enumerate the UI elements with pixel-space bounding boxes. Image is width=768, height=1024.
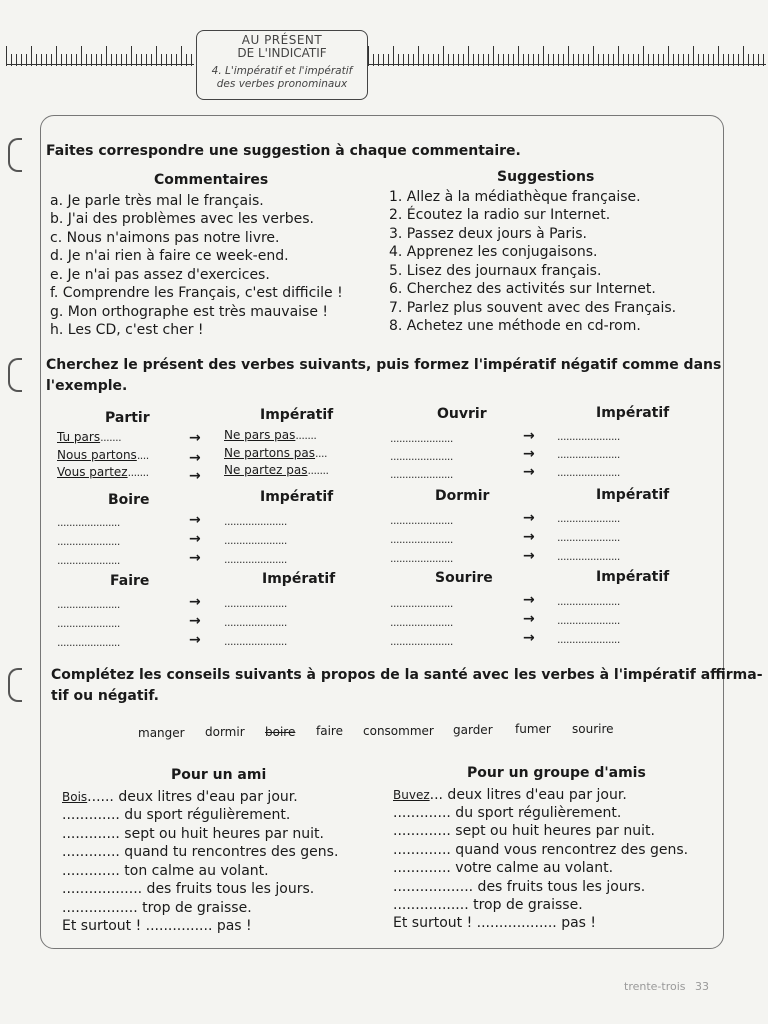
verb-dormir: Dormir — [435, 488, 490, 504]
arrow: → — [523, 611, 535, 627]
example-imperatif — [224, 428, 316, 442]
commentaire-item: h. Les CD, c'est cher ! — [50, 322, 204, 338]
example-imperatif — [224, 463, 329, 477]
answer-dots[interactable]: ..................... — [224, 597, 287, 610]
ami-sentence: ............. sept ou huit heures par nuit. — [62, 826, 324, 842]
word-bank-item: dormir — [205, 725, 245, 739]
arrow: → — [523, 630, 535, 646]
example-imperatif-text: Ne partez pas — [224, 463, 308, 477]
chapter-tab — [196, 30, 368, 100]
answer-dots[interactable]: ..................... — [390, 635, 453, 648]
ruler-right — [368, 40, 766, 66]
example-imperatif-text: Ne pars pas — [224, 428, 296, 442]
example-present — [57, 430, 121, 444]
section-marker-3 — [8, 668, 22, 702]
suggestion-item: 1. Allez à la médiathèque française. — [389, 189, 641, 205]
arrow: → — [189, 531, 201, 547]
commentaire-item: d. Je n'ai rien à faire ce week-end. — [50, 248, 289, 264]
arrow: → — [189, 613, 201, 629]
dots: ....... — [100, 431, 122, 444]
answer-dots[interactable]: ..................... — [557, 466, 620, 479]
answer-dots[interactable]: ..................... — [224, 534, 287, 547]
ami-answer: Bois — [62, 790, 88, 804]
word-bank-item-crossed: boire — [265, 725, 296, 739]
word-bank-item: faire — [316, 724, 343, 738]
commentaire-item: b. J'ai des problèmes avec les verbes. — [50, 211, 314, 227]
verb-boire: Boire — [108, 492, 150, 508]
ami-sentence: ............. du sport régulièrement. — [62, 807, 291, 823]
page-words: trente-trois — [624, 980, 686, 993]
dots: .... — [315, 447, 328, 460]
groupe-sentence-text: ... deux litres d'eau par jour. — [429, 787, 627, 803]
groupe-sentence: ............. du sport régulièrement. — [393, 805, 622, 821]
commentaire-item: f. Comprendre les Français, c'est difficile ! — [50, 285, 343, 301]
arrow: → — [523, 548, 535, 564]
groupe-sentence — [393, 787, 627, 803]
answer-dots[interactable]: ..................... — [390, 552, 453, 565]
answer-dots[interactable]: ..................... — [57, 535, 120, 548]
arrow: → — [189, 450, 201, 466]
groupe-answer: Buvez — [393, 788, 430, 802]
answer-dots[interactable]: ..................... — [390, 432, 453, 445]
example-present — [57, 448, 149, 462]
pour-un-ami-title: Pour un ami — [171, 767, 267, 783]
imperatif-label: Impératif — [596, 569, 670, 585]
arrow: → — [189, 594, 201, 610]
answer-dots[interactable]: ..................... — [57, 636, 120, 649]
suggestion-item: 5. Lisez des journaux français. — [389, 263, 602, 279]
exercise3-instruction-line1: Complétez les conseils suivants à propos de la santé avec les verbes à l'impératif affirma- — [51, 667, 763, 683]
ami-sentence: Et surtout ! ............... pas ! — [62, 918, 252, 934]
example-present-text: Vous partez — [57, 465, 128, 479]
commentaire-item: c. Nous n'aimons pas notre livre. — [50, 230, 280, 246]
chapter-tab-line1: AU PRÉSENT — [241, 33, 323, 47]
answer-dots[interactable]: ..................... — [57, 554, 120, 567]
suggestion-item: 2. Écoutez la radio sur Internet. — [389, 207, 611, 223]
verb-sourire: Sourire — [435, 570, 493, 586]
section-marker-1 — [8, 138, 22, 172]
suggestions-title: Suggestions — [497, 169, 595, 185]
suggestion-item: 8. Achetez une méthode en cd-rom. — [389, 318, 641, 334]
word-bank-item: sourire — [572, 722, 614, 736]
answer-dots[interactable]: ..................... — [557, 550, 620, 563]
answer-dots[interactable]: ..................... — [557, 512, 620, 525]
answer-dots[interactable]: ..................... — [390, 514, 453, 527]
word-bank-item: garder — [453, 723, 493, 737]
groupe-sentence: ................. trop de graisse. — [393, 897, 583, 913]
arrow: → — [523, 529, 535, 545]
chapter-tab-line2: DE L'INDICATIF — [237, 46, 327, 60]
groupe-sentence: ............. sept ou huit heures par nuit. — [393, 823, 655, 839]
ami-sentence: ............. ton calme au volant. — [62, 863, 269, 879]
imperatif-label: Impératif — [596, 487, 670, 503]
arrow: → — [523, 428, 535, 444]
groupe-sentence: ............. quand vous rencontrez des gens. — [393, 842, 689, 858]
answer-dots[interactable]: ..................... — [390, 616, 453, 629]
ami-sentence: ............. quand tu rencontres des gens. — [62, 844, 339, 860]
ruler-left — [6, 40, 194, 66]
answer-dots[interactable]: ..................... — [557, 448, 620, 461]
imperatif-label: Impératif — [596, 405, 670, 421]
page-number: 33 — [695, 980, 709, 993]
groupe-sentence: Et surtout ! .................. pas ! — [393, 915, 597, 931]
answer-dots[interactable]: ..................... — [557, 633, 620, 646]
example-imperatif — [224, 446, 327, 460]
arrow: → — [523, 510, 535, 526]
suggestion-item: 3. Passez deux jours à Paris. — [389, 226, 587, 242]
verb-partir: Partir — [105, 410, 150, 426]
arrow: → — [189, 550, 201, 566]
answer-dots[interactable]: ..................... — [390, 468, 453, 481]
commentaire-item: a. Je parle très mal le français. — [50, 193, 264, 209]
exercise1-instruction: Faites correspondre une suggestion à chaque commentaire. — [46, 143, 521, 159]
exercise2-instruction-line1: Cherchez le présent des verbes suivants, puis formez l'impératif négatif comme dans — [46, 357, 722, 373]
word-bank-item: manger — [138, 726, 185, 740]
ami-sentence: .................. des fruits tous les jours. — [62, 881, 315, 897]
arrow: → — [523, 446, 535, 462]
exercise3-instruction-line2: tif ou négatif. — [51, 688, 159, 704]
example-present — [57, 465, 149, 479]
answer-dots[interactable]: ..................... — [224, 553, 287, 566]
answer-dots[interactable]: ..................... — [224, 515, 287, 528]
ami-sentence: ................. trop de graisse. — [62, 900, 252, 916]
pour-un-groupe-title: Pour un groupe d'amis — [467, 765, 646, 781]
ami-sentence — [62, 789, 298, 805]
answer-dots[interactable]: ..................... — [390, 450, 453, 463]
answer-dots[interactable]: ..................... — [224, 616, 287, 629]
suggestion-item: 4. Apprenez les conjugaisons. — [389, 244, 598, 260]
dots: ....... — [295, 429, 317, 442]
example-imperatif-text: Ne partons pas — [224, 446, 316, 460]
dots: ....... — [307, 464, 329, 477]
arrow: → — [189, 430, 201, 446]
answer-dots[interactable]: ..................... — [557, 430, 620, 443]
dots: .... — [136, 449, 149, 462]
imperatif-label: Impératif — [260, 489, 334, 505]
verb-faire: Faire — [110, 573, 150, 589]
ami-sentence-text: ...... deux litres d'eau par jour. — [87, 789, 298, 805]
arrow: → — [189, 468, 201, 484]
commentaire-item: e. Je n'ai pas assez d'exercices. — [50, 267, 270, 283]
arrow: → — [523, 592, 535, 608]
answer-dots[interactable]: ..................... — [390, 597, 453, 610]
imperatif-label: Impératif — [262, 571, 336, 587]
answer-dots[interactable]: ..................... — [224, 635, 287, 648]
answer-dots[interactable]: ..................... — [557, 614, 620, 627]
groupe-sentence: .................. des fruits tous les jours. — [393, 879, 646, 895]
ruler-baseline-right — [368, 64, 766, 65]
commentaire-item: g. Mon orthographe est très mauvaise ! — [50, 304, 329, 320]
imperatif-label: Impératif — [260, 407, 334, 423]
chapter-tab-line3: 4. L'impératif et l'impératif — [211, 65, 353, 77]
groupe-sentence: ............. votre calme au volant. — [393, 860, 614, 876]
ruler-baseline-left — [6, 64, 194, 65]
word-bank-item: fumer — [515, 722, 551, 736]
page-footer — [624, 980, 709, 993]
answer-dots[interactable]: ..................... — [57, 617, 120, 630]
commentaires-title: Commentaires — [154, 172, 269, 188]
word-bank-item: consommer — [363, 724, 434, 738]
suggestion-item: 7. Parlez plus souvent avec des Français. — [389, 300, 677, 316]
dots: ....... — [127, 466, 149, 479]
answer-dots[interactable]: ..................... — [57, 598, 120, 611]
section-marker-2 — [8, 358, 22, 392]
answer-dots[interactable]: ..................... — [557, 595, 620, 608]
example-present-text: Tu pars — [57, 430, 101, 444]
exercise2-instruction-line2: l'exemple. — [46, 378, 128, 394]
answer-dots[interactable]: ..................... — [57, 516, 120, 529]
arrow: → — [523, 464, 535, 480]
arrow: → — [189, 632, 201, 648]
answer-dots[interactable]: ..................... — [557, 531, 620, 544]
suggestion-item: 6. Cherchez des activités sur Internet. — [389, 281, 656, 297]
example-present-text: Nous partons — [57, 448, 137, 462]
verb-ouvrir: Ouvrir — [437, 406, 487, 422]
chapter-tab-line4: des verbes pronominaux — [216, 78, 348, 90]
arrow: → — [189, 512, 201, 528]
answer-dots[interactable]: ..................... — [390, 533, 453, 546]
